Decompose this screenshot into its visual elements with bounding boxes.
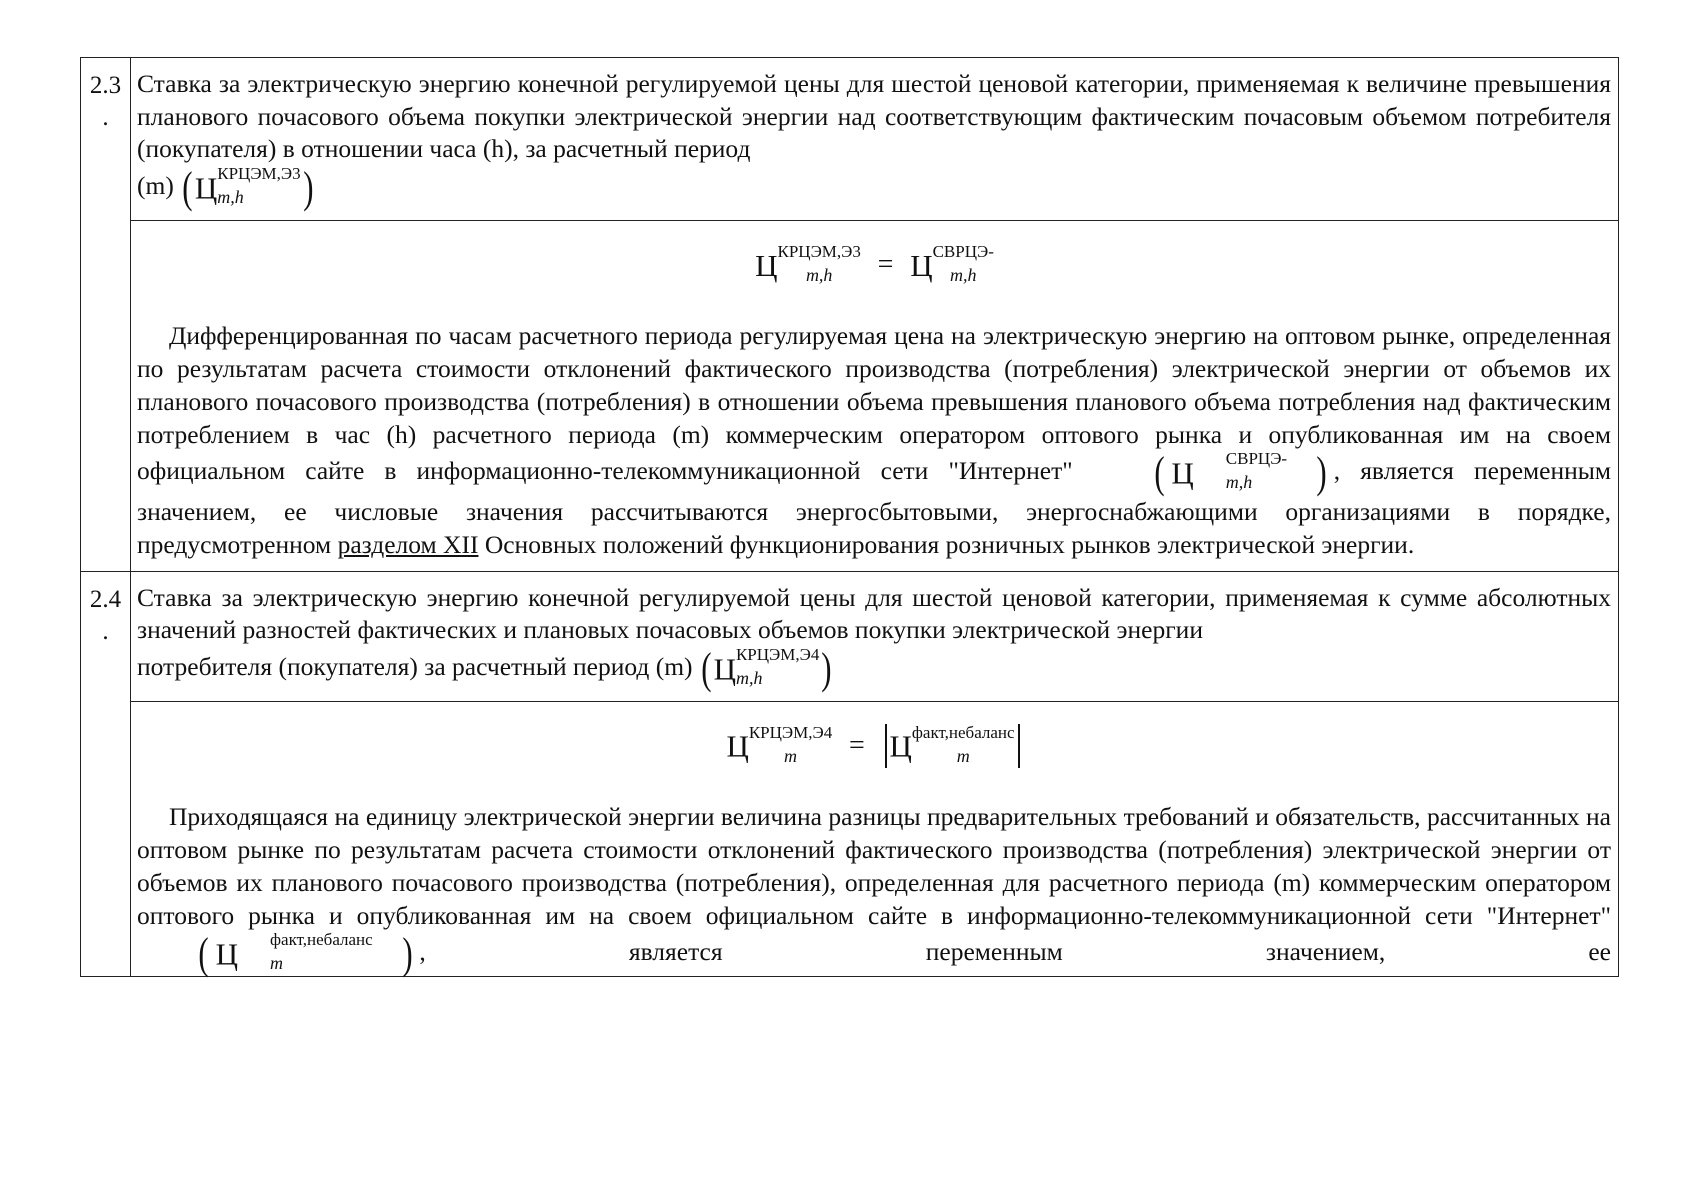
inline-formula: (Ц КРЦЭМ,Э4 m,h ) [701, 643, 832, 693]
body-text: "Интернет" [948, 455, 1073, 485]
row-number-dot: . [102, 104, 109, 131]
formula [131, 233, 1618, 299]
row-number-dot: . [102, 617, 109, 645]
formula-subscript: m,h [949, 264, 977, 285]
row-2-3-header [81, 58, 1619, 221]
body-text: Дифференцированная по часам расчетного периода регулируемая цена на электрическую энергию на оптовом рынке, определенная по результатам расчета стоимости отклонений фактического производства (потребления) электрической энергии от объемов их планового почасового производства (потребления) в отношении объема превышения планового объема потребления над фактическим потреблением в час (h) расчетного периода (m) коммерческим оператором оптового рынка и опубликованная им на своем официальном сайте в информационно-телекоммуникационной сети [137, 320, 1611, 485]
formula-superscript: КРЦЭМ,Э3 [217, 164, 301, 183]
formula-symbol: Ц [215, 936, 239, 971]
formula-superscript: факт,небаланс [911, 722, 1015, 742]
row-number-cell [81, 571, 131, 976]
formula-subscript: m [270, 953, 284, 973]
formula-subscript: m,h [805, 264, 833, 285]
row-body-text [131, 319, 1618, 561]
row-header-cell [131, 571, 1619, 701]
inline-formula: ( Ц факт,небаланс m ) [198, 928, 413, 978]
body-text: Приходящаяся на единицу электрической энергии величина разницы предварительных требований и обязательств, рассчитанных на оптовом рынке по результатам расчета стоимости отклонений фактического производства (потребления) электрической энергии от объемов их планового почасового производства (потребления), определенная для расчетного периода (m) коммерческим оператором оптового рынка и опубликованная им на своем официальном [137, 801, 1611, 930]
formula-subscript: m,h [735, 668, 763, 688]
header-tail: потребителя (покупателя) за расчетный период (m) [137, 651, 693, 681]
formula-symbol: Ц [889, 728, 912, 764]
header-tail: (m) [137, 170, 174, 200]
inline-formula: (Ц КРЦЭМ,Э3 m,h ) [182, 162, 314, 212]
formula-superscript: КРЦЭМ,Э3 [777, 241, 861, 261]
formula-equals: = [877, 249, 894, 281]
row-2-3-body [81, 220, 1619, 571]
row-body-cell [131, 220, 1619, 571]
section-link[interactable]: разделом XII [337, 529, 479, 559]
header-text: Ставка за электрическую энергию конечной регулируемой цены для шестой ценовой категории, применяемая к величине превышения планового почасового объема покупки электрической энергии над соответствующим фактическим почасовым объемом потребителя (покупателя) в отношении часа (h), за расчетный период [137, 69, 1611, 163]
formula-equals: = [848, 730, 865, 762]
body-text: Основных положений функционирования розничных рынков электрической энергии. [484, 529, 1415, 559]
formula-subscript: m,h [1225, 472, 1253, 492]
row-2-4-header [81, 571, 1619, 701]
formula-symbol: Ц [1171, 455, 1194, 490]
row-header-cell [131, 58, 1619, 221]
formula-symbol: Ц [726, 728, 749, 764]
formula-symbol: Ц [755, 247, 778, 283]
row-number-cell [81, 58, 131, 572]
formula-superscript: факт,небаланс [270, 930, 373, 949]
formula-subscript: m [956, 745, 970, 766]
formula-superscript: КРЦЭМ,Э4 [748, 722, 833, 742]
abs-bar-left [885, 724, 887, 768]
body-text: , является переменным значением, ее [419, 936, 1611, 966]
formula-symbol: Ц [910, 247, 933, 283]
formula-superscript: СВРЦЭ- [1225, 449, 1288, 468]
formula-subscript: m,h [217, 187, 244, 207]
header-text: Ставка за электрическую энергию конечной регулируемой цены для шестой ценовой категории, применяемая к сумме абсолютных значений разностей фактических и плановых почасовых объемов покупки электрической энергии [137, 582, 1611, 644]
formula-symbol: Ц [194, 170, 218, 205]
formula-subscript: m [784, 745, 798, 766]
row-number: 2.3 [89, 72, 122, 99]
body-text: , является переменным значением, ее числовые значения рассчитываются энергосбытовыми, энергоснабжающими организациями в порядке, предусмотренном [137, 455, 1612, 559]
row-2-4-body [81, 701, 1619, 976]
row-header-text [131, 68, 1618, 210]
inline-formula: ( Ц СВРЦЭ- m,h ) [1154, 447, 1327, 497]
tariff-table [80, 57, 1619, 977]
formula-superscript: КРЦЭМ,Э4 [735, 645, 820, 664]
abs-bar-right [1018, 724, 1020, 768]
row-header-text [131, 582, 1618, 691]
body-text: сайте в информационно-телекоммуникационной сети "Интернет" [867, 900, 1611, 930]
row-body-cell [131, 701, 1619, 976]
formula-superscript: СВРЦЭ- [932, 241, 994, 261]
formula-symbol: Ц [713, 651, 736, 686]
row-body-text [131, 800, 1618, 976]
formula [131, 714, 1618, 780]
row-number: 2.4 [89, 585, 122, 613]
